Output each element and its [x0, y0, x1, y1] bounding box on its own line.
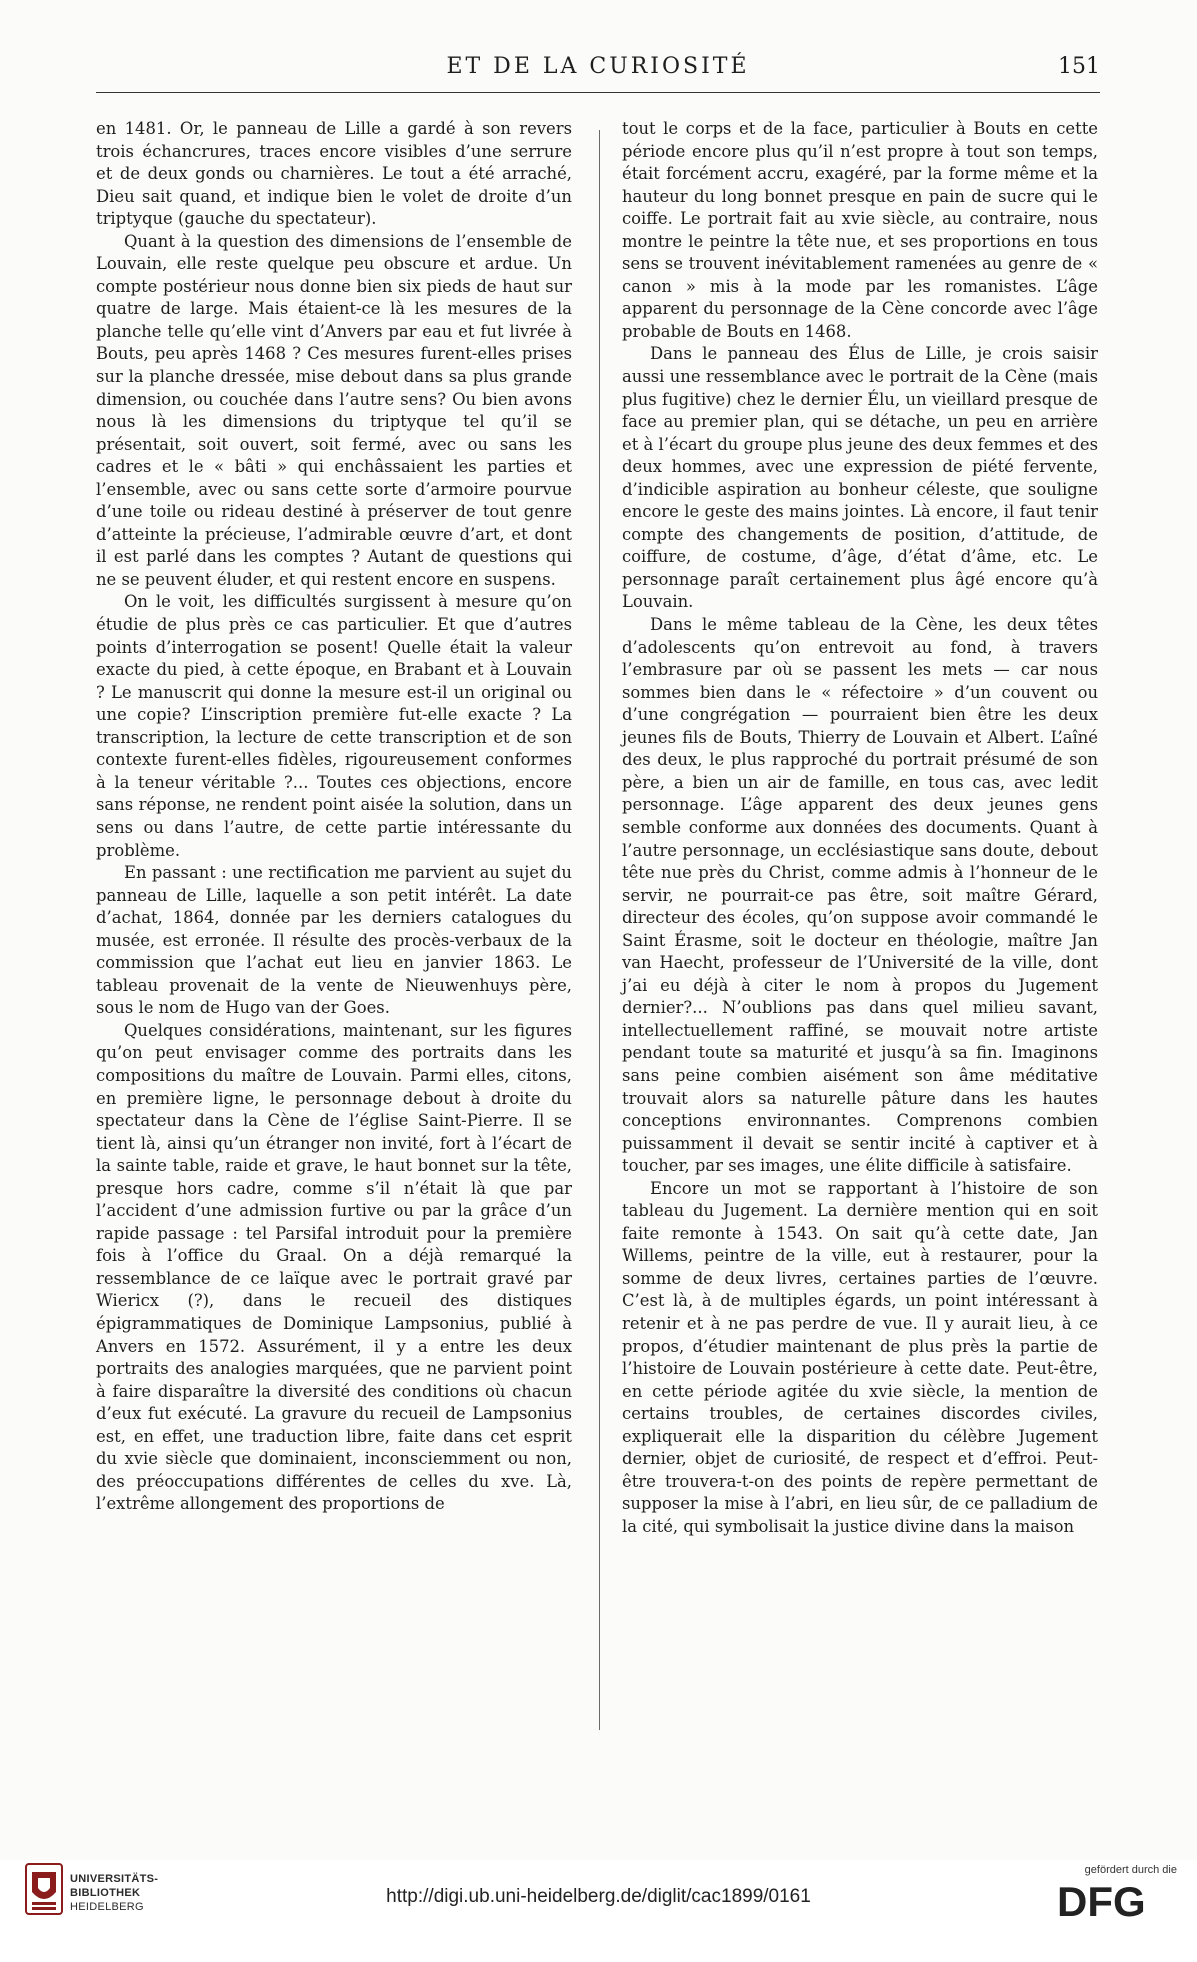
university-seal-icon: [24, 1862, 64, 1916]
paragraph: Quelques considérations, maintenant, sur les figures qu’on peut envisager comme des portraits dans les compositions du maître de Louvain. Parmi elles, citons, en première ligne, le personnage debout à droite du spectateur dans la Cène de l’église Saint-Pierre. Il se tient là, ainsi qu’un étranger non invité, fort à l’écart de la sainte table, raide et grave, le haut bonnet sur la tête, presque hors cadre, comme s’il n’était là que par l’accident d’une admission furtive ou par la grâce d’un rapide passage : tel Parsifal introduit pour la première fois à l’office du Graal. On a déjà remarqué la ressemblance de ce laïque avec le portrait gravé par Wiericx (?), dans le recueil des distiques épigrammatiques de Dominique Lampsonius, publié à Anvers en 1572. Assurément, il y a entre les deux portraits des analogies marquées, que ne parvient point à faire disparaître la diversité des conditions où chacun d’eux fut exécuté. La gravure du recueil de Lampsonius est, en effet, une traduction libre, faite dans cet esprit du xvie siècle que dominaient, inconsciemment ou non, des préoccupations différentes de celles du xve. Là, l’extrême allongement des proportions de: [96, 1020, 572, 1514]
paragraph: Encore un mot se rapportant à l’histoire de son tableau du Jugement. La dernière mention qui en soit faite remonte à 1543. On sait qu’à cette date, Jan Willems, peintre de la ville, eut à restaurer, pour la somme de deux livres, certaines parties de l’œuvre. C’est là, à de multiples égards, un point intéressant à retenir et à ne pas perdre de vue. Il y aurait lieu, à ce propos, d’étudier maintenant de plus près la partie de l’histoire de Louvain postérieure à cette date. Peut-être, en cette période agitée du xvie siècle, la mention de certains troubles, de certaines discordes civiles, expliquerait elle la disparition du célèbre Jugement dernier, objet de curiosité, de respect et d’effroi. Peut-être trouvera-t-on des points de repère permettant de supposer la mise à l’abri, en lieu sûr, de ce palladium de la cité, qui symbolisait la justice divine dans la maison: [622, 1178, 1098, 1536]
paragraph: On le voit, les difficultés surgissent à mesure qu’on étudie de plus près ce cas particulier. Et que d’autres points d’interrogation se posent! Quelle était la valeur exacte du pied, à cette époque, en Brabant et à Louvain ? Le manuscrit qui donne la mesure est-il un original ou une copie? L’inscription première fut-elle exacte ? La transcription, la lecture de cette transcription et de son contexte furent-elles fidèles, rigoureusement conformes à la teneur véritable ?... Toutes ces objections, encore sans réponse, ne rendent point aisée la solution, dans un sens ou dans l’autre, de cette partie intéressante du problème.: [96, 592, 572, 860]
paragraph: en 1481. Or, le panneau de Lille a gardé à son revers trois échancrures, traces encore visibles d’une serrure et de deux gonds ou charnières. Le tout a été arraché, Dieu sait quand, et indique bien le volet de droite d’un triptyque (gauche du spectateur).: [96, 119, 572, 229]
left-column: [96, 118, 572, 1516]
page-number: 151: [1058, 54, 1100, 79]
column-divider: [599, 130, 600, 1730]
digitization-footer: [0, 1860, 1197, 1962]
paragraph: En passant : une rectification me parvient au sujet du panneau de Lille, laquelle a son petit intérêt. La date d’achat, 1864, donnée par les derniers catalogues du musée, est erronée. Il résulte des procès-verbaux de la commission que l’achat eut lieu en janvier 1863. Le tableau provenait de la vente de Nieuwenhuys père, sous le nom de Hugo van der Goes.: [96, 863, 572, 1018]
paragraph: Dans le panneau des Élus de Lille, je crois saisir aussi une ressemblance avec le portrait de la Cène (mais plus fugitive) chez le dernier Élu, un vieillard presque de face au premier plan, qui se détache, un peu en arrière et à l’écart du groupe plus jeune des deux femmes et des deux hommes, avec une expression de piété fervente, d’indicible aspiration au bonheur céleste, que souligne encore le geste des mains jointes. Là encore, il faut tenir compte des changements de position, d’attitude, de coiffure, de costume, d’âge, d’état d’âme, etc. Le personnage paraît certainement plus âgé encore qu’à Louvain.: [622, 344, 1098, 612]
running-title: ET DE LA CURIOSITÉ: [446, 54, 750, 79]
dfg-logo-icon: [1055, 1880, 1177, 1920]
library-line: BIBLIOTHEK: [70, 1887, 141, 1899]
paragraph: tout le corps et de la face, particulier à Bouts en cette période encore plus qu’il n’est propre à tout son temps, était forcément accru, exagéré, par la forme même et la hauteur du long bonnet presque en pain de sucre qui le coiffe. Le portrait fait au xvie siècle, au contraire, nous montre le peintre la tête nue, et ses proportions en tous sens se trouvent inévitablement ramenées au genre de « canon » mis à la mode par les romanistes. L’âge apparent du personnage de la Cène concorde avec l’âge probable de Bouts en 1468.: [622, 119, 1098, 341]
funder-label: gefördert durch die: [1084, 1864, 1177, 1876]
right-column: [622, 118, 1098, 1538]
permalink-url[interactable]: http://digi.ub.uni-heidelberg.de/diglit/cac1899/0161: [386, 1886, 811, 1907]
library-name: [70, 1872, 158, 1914]
running-header: [96, 52, 1100, 93]
library-line: UNIVERSITÄTS-: [70, 1873, 159, 1885]
paragraph: Quant à la question des dimensions de l’ensemble de Louvain, elle reste quelque peu obscure et ardue. Un compte postérieur nous donne bien six pieds de haut sur quatre de large. Mais étaient-ce là les mesures de la planche telle qu’elle vint d’Anvers par eau et fut livrée à Bouts, peu après 1468 ? Ces mesures furent-elles prises sur la planche dressée, mise debout dans sa plus grande dimension, ou couchée dans l’autre sens? Ou bien avons nous là les dimensions du triptyque tel qu’il se présentait, soit ouvert, soit fermé, avec ou sans les cadres et le « bâti » qui enchâssaient les parties et l’ensemble, avec ou sans cette sorte d’armoire pourvue d’une toile ou rideau destiné à préserver de tout genre d’atteinte la précieuse, l’admirable œuvre d’art, et dont il est parlé dans les comptes ? Autant de questions qui ne se peuvent éluder, et qui restent encore en suspens.: [96, 231, 572, 589]
library-line: HEIDELBERG: [70, 1901, 144, 1913]
paragraph: Dans le même tableau de la Cène, les deux têtes d’adolescents qu’on entrevoit au fond, à travers l’embrasure par où se passent les mets — car nous sommes bien dans le « réfectoire » d’un couvent ou d’une congrégation — pourraient bien être les deux jeunes fils de Bouts, Thierry de Louvain et Albert. L’aîné des deux, le plus rapproché du portrait présumé de son père, a bien un air de famille, en tous cas, avec ledit personnage. L’âge apparent des deux jeunes gens semble conforme aux données des documents. Quant à l’autre personnage, un ecclésiastique sans doute, debout tête nue près du Christ, comme admis à l’honneur de le servir, ne pourrait-ce pas être, soit maître Gérard, directeur des écoles, qu’on suppose avoir commandé le Saint Érasme, soit le docteur en théologie, maître Jan van Haecht, professeur de l’Université de la ville, dont j’ai eu déjà à citer le nom à propos du Jugement dernier?... N’oublions pas dans quel milieu savant, intellectuellement raffiné, se mouvait notre artiste pendant toute sa maturité et jusqu’à sa fin. Imaginons sans peine combien aisément son âme méditative trouvait alors sa naturelle pâture dans les hautes conceptions environnantes. Comprenons combien puissamment il devait se sentir incité à captiver et à toucher, par ses images, une élite difficile à satisfaire.: [622, 615, 1098, 1176]
dfg-logo-text: DFG: [1057, 1880, 1146, 1920]
